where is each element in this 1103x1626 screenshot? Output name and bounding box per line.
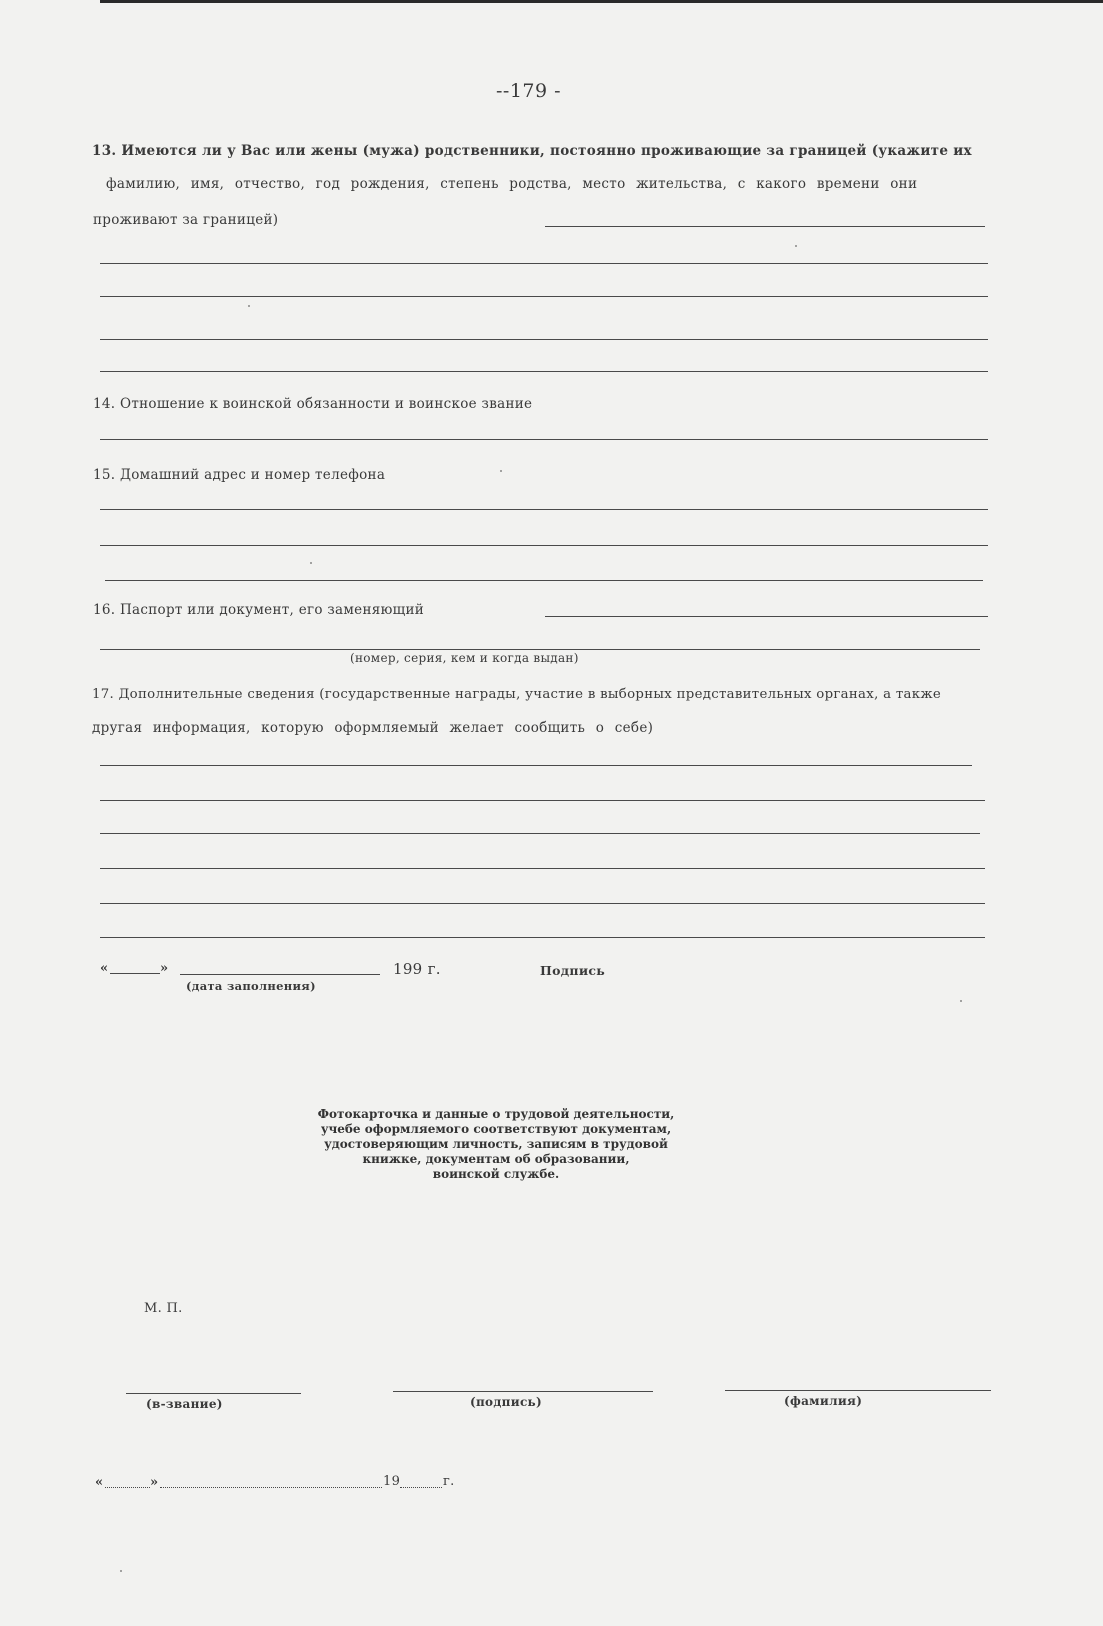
bottom-date-year: 19 (383, 1474, 401, 1489)
q14-answer-line[interactable] (100, 439, 988, 440)
page-number: --179 - (496, 80, 562, 102)
scan-speck (960, 1000, 962, 1002)
q16-hint: (номер, серия, кем и когда выдан) (350, 651, 579, 665)
q13-answer-line-1[interactable] (100, 263, 988, 264)
certification-text (296, 1107, 696, 1182)
bottom-date-day-line[interactable] (105, 1487, 150, 1488)
date-hint: (дата заполнения) (186, 979, 316, 993)
bottom-date-month-line[interactable] (160, 1487, 382, 1488)
scan-speck (500, 470, 502, 472)
surname-line[interactable] (725, 1390, 991, 1391)
certification-line: Фотокарточка и данные о трудовой деятельности, (317, 1107, 675, 1121)
date-day-line[interactable] (110, 973, 160, 974)
certification-line: воинской службе. (432, 1167, 560, 1181)
q17-line2: другая информация, которую оформляемый желает сообщить о себе) (92, 720, 654, 736)
date-year: 199 г. (393, 960, 441, 978)
rank-hint: (в-звание) (146, 1397, 223, 1411)
scan-speck (120, 1570, 122, 1572)
scan-speck (248, 305, 250, 307)
bottom-date-quote-close: » (150, 1475, 159, 1490)
q17-answer-line-3[interactable] (100, 833, 980, 834)
stamp-place-label: М. П. (144, 1301, 183, 1316)
q17-answer-line-2[interactable] (100, 800, 985, 801)
q16-answer-line-1[interactable] (100, 649, 980, 650)
sign-line[interactable] (393, 1391, 653, 1392)
bottom-date-year-suffix: г. (443, 1474, 455, 1489)
sign-hint: (подпись) (470, 1395, 542, 1409)
q13-answer-line-4[interactable] (100, 371, 988, 372)
certification-line: учебе оформляемого соответствуют документам, (320, 1122, 672, 1136)
date-quote-open: « (100, 961, 109, 976)
q17-line1: 17. Дополнительные сведения (государственные награды, участие в выборных представительных органах, а также (92, 687, 942, 702)
q15-answer-line-1[interactable] (100, 509, 988, 510)
q13-answer-line-2[interactable] (100, 296, 988, 297)
q13-answer-line-3[interactable] (100, 339, 988, 340)
q17-answer-line-1[interactable] (100, 765, 972, 766)
q17-answer-line-6[interactable] (100, 937, 985, 938)
q13-answer-line-0[interactable] (545, 226, 985, 227)
q15-answer-line-3[interactable] (105, 580, 983, 581)
q13-line1: 13. Имеются ли у Вас или жены (мужа) родственники, постоянно проживающие за границей (укажите их (92, 143, 972, 159)
top-border (100, 0, 1103, 3)
q13-line2: фамилию, имя, отчество, год рождения, степень родства, место жительства, с какого времени они (106, 176, 918, 192)
q14-label: 14. Отношение к воинской обязанности и воинское звание (93, 396, 533, 412)
certification-line: удостоверяющим личность, записям в трудовой (324, 1137, 668, 1151)
surname-hint: (фамилия) (784, 1394, 863, 1408)
q16-answer-line-0[interactable] (545, 616, 988, 617)
q13-line3: проживают за границей) (93, 212, 279, 228)
scan-speck (310, 562, 312, 564)
scan-speck (795, 245, 797, 247)
rank-line[interactable] (126, 1393, 301, 1394)
signature-label: Подпись (540, 963, 606, 978)
q17-answer-line-5[interactable] (100, 903, 985, 904)
date-quote-close: » (160, 961, 169, 976)
q16-label: 16. Паспорт или документ, его заменяющий (93, 602, 425, 618)
q15-answer-line-2[interactable] (100, 545, 988, 546)
bottom-date-quote-open: « (95, 1475, 104, 1490)
bottom-date-year-line[interactable] (400, 1487, 442, 1488)
q17-answer-line-4[interactable] (100, 868, 985, 869)
certification-line: книжке, документам об образовании, (362, 1152, 630, 1166)
date-month-line[interactable] (180, 974, 380, 975)
q15-label: 15. Домашний адрес и номер телефона (93, 467, 386, 483)
